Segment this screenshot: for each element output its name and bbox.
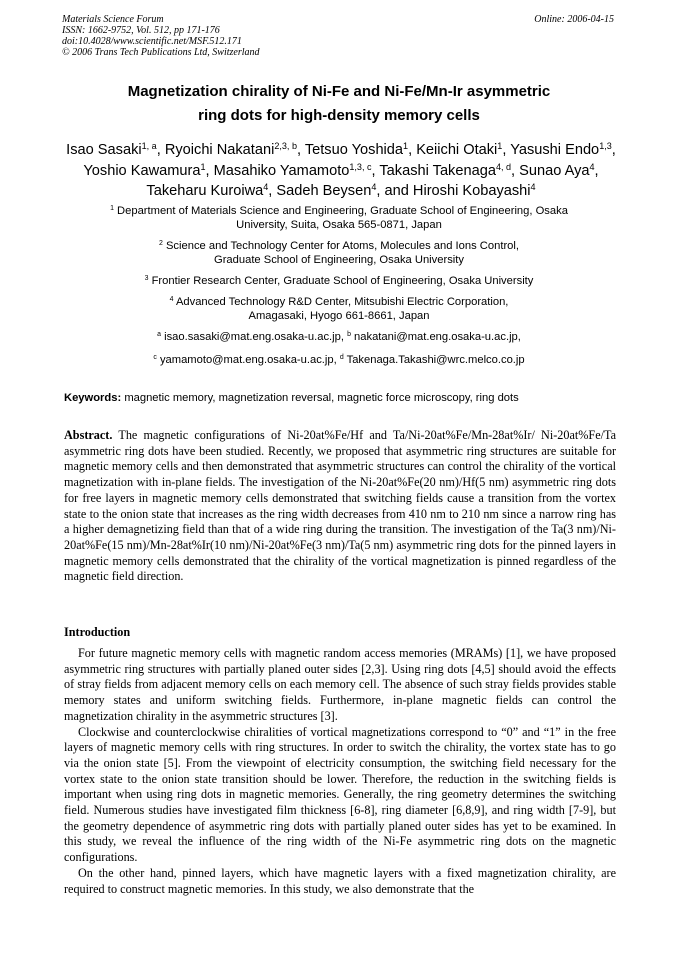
section-heading-introduction: Introduction (64, 625, 131, 639)
affiliation-line: Science and Technology Center for Atoms, Molecules and Ions Control, (165, 240, 519, 252)
keywords (64, 391, 616, 405)
author-name: Yoshio Kawamura (83, 162, 201, 179)
issn-line: ISSN: 1662-9752, Vol. 512, pp 171-176 (62, 25, 220, 36)
email-address: yamamoto@mat.eng.osaka-u.ac.jp, (159, 354, 337, 366)
affiliation-number: 1 (110, 205, 114, 213)
author-affiliation-mark: 1,3, c (349, 161, 372, 172)
author-affiliation-mark: 4 (263, 182, 269, 193)
author-affiliation-mark: 1,3 (599, 141, 612, 152)
affiliation-line: Frontier Research Center, Graduate School of Engineering, Osaka University (151, 275, 534, 287)
email-mark: d (339, 354, 344, 362)
author-affiliation-mark: 2,3, b (274, 141, 297, 152)
author-name: Takeharu Kuroiwa (146, 183, 264, 199)
author-separator: , (156, 142, 165, 158)
title-line-2: ring dots for high-density memory cells (198, 107, 480, 124)
author-name: Yasushi Endo (510, 142, 600, 158)
author-affiliation-mark: 4 (589, 161, 595, 172)
email-line-1 (64, 330, 614, 344)
author-separator: , (594, 162, 599, 179)
author-separator: , (408, 142, 417, 158)
affiliation-4 (64, 295, 614, 323)
affiliation-3 (64, 274, 614, 288)
affiliation-line: University, Suita, Osaka 565-0871, Japan (236, 219, 442, 231)
email-address: nakatani@mat.eng.osaka-u.ac.jp, (354, 331, 521, 343)
author-affiliation-mark: 1 (200, 161, 206, 172)
email-mark: b (347, 331, 351, 339)
journal-header (62, 14, 260, 58)
introduction-body (64, 646, 616, 897)
affiliations (64, 204, 614, 376)
email-address: isao.sasaki@mat.eng.osaka-u.ac.jp, (164, 331, 344, 343)
keywords-label: Keywords: (64, 392, 122, 404)
author-separator: , (511, 162, 520, 179)
affiliation-number: 3 (144, 275, 149, 283)
author-name: Masahiko Yamamoto (213, 162, 350, 179)
affiliation-2 (64, 239, 614, 267)
author-separator: , (205, 162, 214, 179)
author-affiliation-mark: 4, d (495, 161, 512, 172)
author-separator: , (502, 142, 511, 158)
author-name: Hiroshi Kobayashi (412, 183, 531, 199)
author-affiliation-mark: 4 (371, 182, 377, 193)
author-separator: , (611, 142, 616, 158)
author-separator: , and (376, 183, 413, 199)
affiliation-line: Department of Materials Science and Engineering, Graduate School of Engineering, Osaka (117, 205, 568, 217)
author-affiliation-mark: 1 (403, 141, 409, 152)
affiliation-number: 4 (169, 296, 174, 304)
abstract (64, 428, 616, 585)
title-line-1: Magnetization chirality of Ni-Fe and Ni-Fe/Mn-Ir asymmetric (127, 83, 551, 100)
email-mark: a (157, 331, 161, 339)
email-address: Takenaga.Takashi@wrc.melco.co.jp (346, 354, 525, 366)
author-name: Ryoichi Nakatani (164, 142, 275, 158)
abstract-label: Abstract. (64, 428, 113, 442)
journal-name: Materials Science Forum (62, 14, 164, 25)
paragraph: For future magnetic memory cells with magnetic random access memories (MRAMs) [1], we have proposed asymmetric ring structures with partially planed outer sides [2,3]. Using ring dots [4,5] should avoid the effects of stray fields from adjacent memory cells on each memory cell. The absence of such stray fields provides stable memory states and uniform switching fields. Furthermore, in-plane magnetic fields can control the magnetization chirality in the asymmetric structures [3]. (64, 646, 616, 723)
doi-line: doi:10.4028/www.scientific.net/MSF.512.171 (62, 36, 242, 47)
author-name: Sadeh Beysen (276, 183, 372, 199)
affiliation-line: Amagasaki, Hyogo 661-8661, Japan (248, 310, 430, 322)
author-list (58, 140, 624, 202)
paragraph: Clockwise and counterclockwise chiralities of vortical magnetizations correspond to “0” and “1” in the free layers of magnetic memory cells with ring structures. In order to switch the chirality, the vortex state has to go via the onion state [5]. From the viewpoint of electricity consumption, the switching field necessary for the vortex state to the onion state transition should be lower. Therefore, the reduction in the switching fields is important when using ring dots in magnetic memories. Generally, the ring geometry determines the switching field. Numerous studies have investigated film thickness [6-8], ring diameter [6,8,9], and ring width [7-9], but the geometry dependence of asymmetric ring dots with partially planed outer sides has yet to be examined. In this study, we reveal the influence of the ring width of the Ni-Fe asymmetric ring dots on the magnetic configurations. (64, 724, 616, 865)
author-affiliation-mark: 1, a (141, 141, 157, 152)
copyright-line: © 2006 Trans Tech Publications Ltd, Switzerland (62, 47, 260, 58)
abstract-text: The magnetic configurations of Ni-20at%Fe/Hf and Ta/Ni-20at%Fe/Mn-28at%Ir/ Ni-20at%Fe/Ta asymmetric ring dots have been studied. Recently, we proposed that asymmetric ring structures are suitable for magnetic memory cells and then demonstrated that asymmetric structures can control the chirality of the vortical magnetization with in-plane fields. The investigation of the Ni-20at%Fe(20 nm)/Hf(5 nm) asymmetric ring dots for free layers in magnetic memory cells demonstrated that switching fields cause a transition from the vortex state to the onion state that increases as the ring width decreases from 410 nm to 210 nm since a narrow ring has a higher demagnetizing field than that of a wide ring during the transition. The investigation of the Ta(3 nm)/Ni-20at%Fe(15 nm)/Mn-28at%Ir(10 nm)/Ni-20at%Fe(3 nm)/Ta(5 nm) asymmetric ring dots for the pinned layers in magnetic memory cells demonstrated that the chirality of the vortical magnetization is pinned regardless of the magnetic field direction. (64, 428, 617, 584)
author-affiliation-mark: 4 (530, 182, 536, 193)
author-separator: , (296, 142, 305, 158)
keywords-text: magnetic memory, magnetization reversal, magnetic force microscopy, ring dots (124, 392, 519, 404)
affiliation-line: Advanced Technology R&D Center, Mitsubishi Electric Corporation, (175, 296, 509, 308)
email-line-2 (64, 353, 614, 367)
author-name: Tetsuo Yoshida (304, 142, 404, 158)
author-separator: , (371, 162, 380, 179)
author-name: Isao Sasaki (66, 142, 142, 158)
affiliation-line: Graduate School of Engineering, Osaka University (214, 254, 464, 266)
author-separator: , (268, 183, 277, 199)
author-name: Sunao Aya (519, 162, 590, 179)
author-name: Takashi Takenaga (379, 162, 496, 179)
author-affiliation-mark: 1 (497, 141, 503, 152)
paragraph: On the other hand, pinned layers, which have magnetic layers with a fixed magnetization chirality, are required to construct magnetic memories. In this study, we also demonstrate that the (64, 865, 616, 896)
affiliation-1 (64, 204, 614, 232)
online-date: Online: 2006-04-15 (534, 14, 614, 25)
author-name: Keiichi Otaki (416, 142, 498, 158)
affiliation-number: 2 (159, 240, 163, 248)
paper-title (0, 80, 678, 128)
email-mark: c (153, 354, 157, 362)
